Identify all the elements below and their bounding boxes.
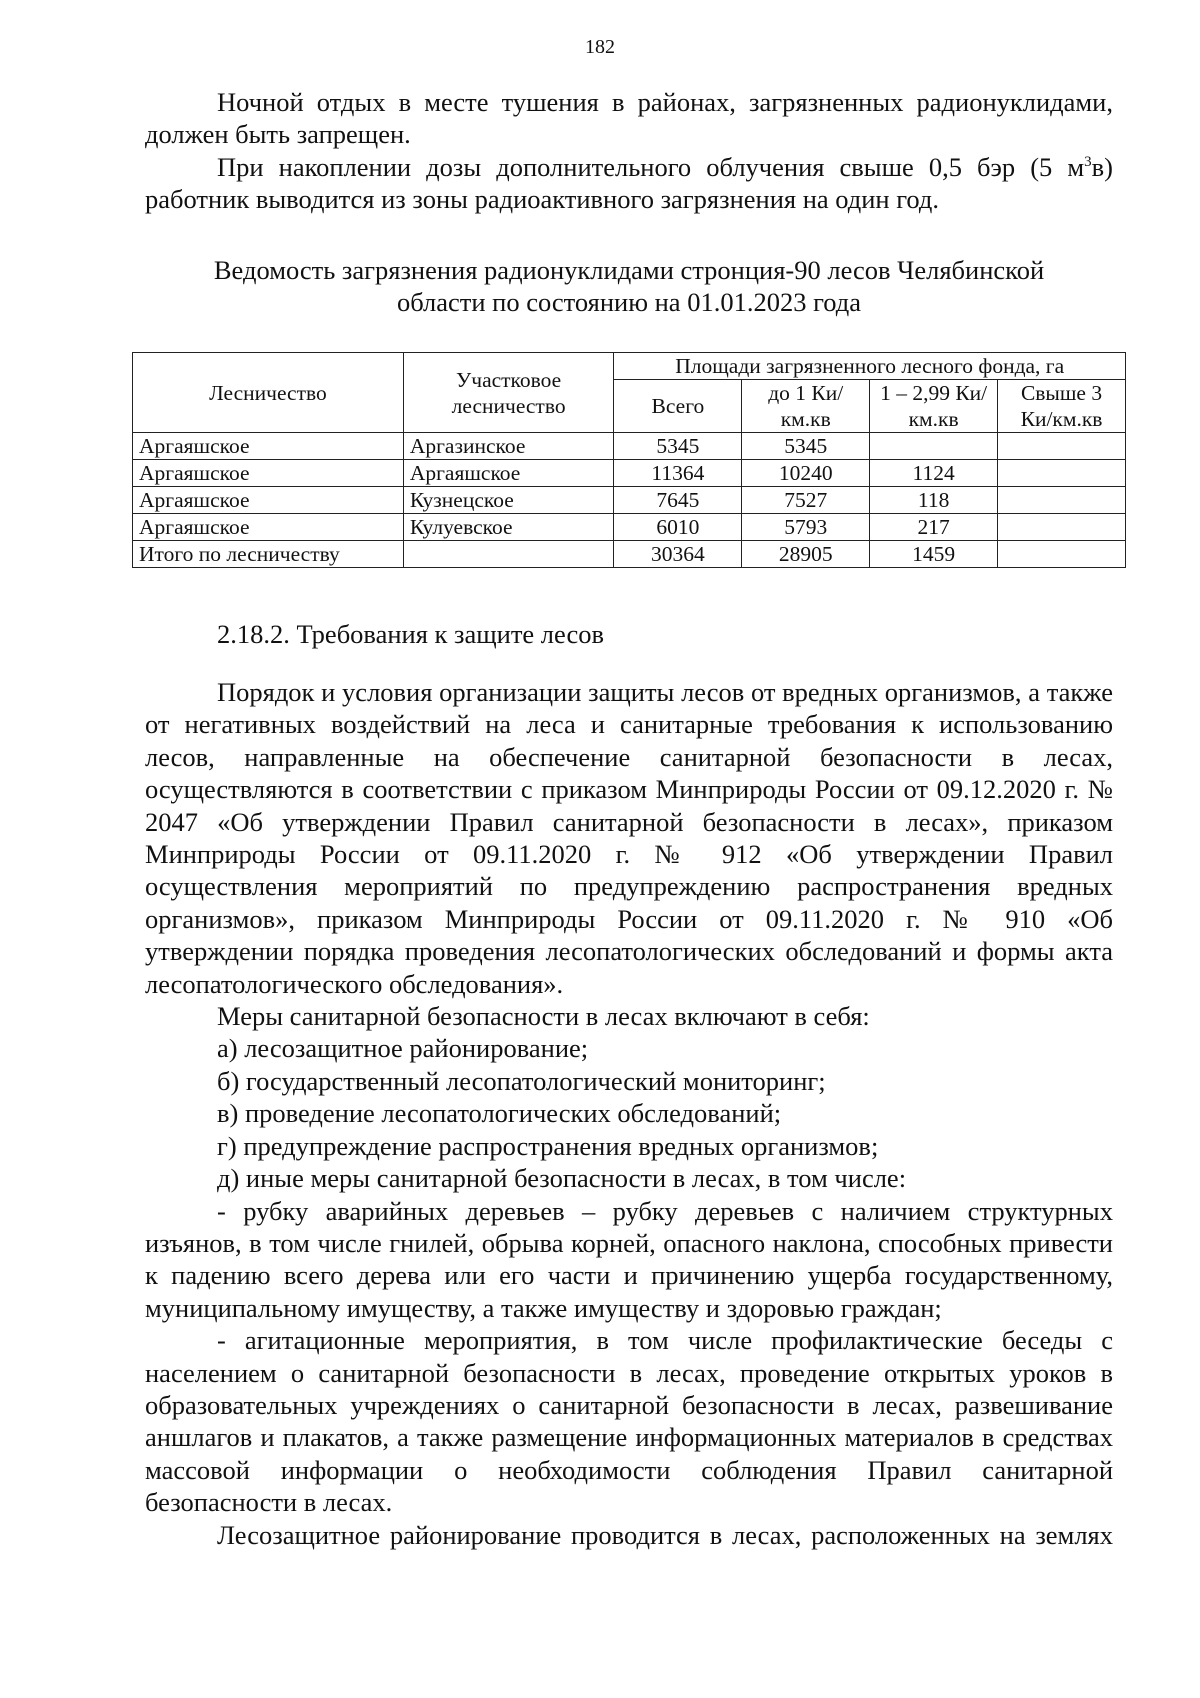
table-cell: 217: [870, 514, 998, 541]
body-paragraph-3: - рубку аварийных деревьев – рубку деревьев с наличием структурных изъянов, в том числе гнилей, обрыва корней, опасного наклона, способных привести к падению всего дерева или его части и причинению ущерба государственному, муниципальному имуществу, а также имуществу и здоровью граждан;: [145, 1195, 1113, 1323]
page-number: 182: [585, 36, 615, 58]
table-cell: 7527: [742, 487, 870, 514]
table-cell: [998, 487, 1126, 514]
table-cell: 1459: [870, 541, 998, 568]
table-cell: 28905: [742, 541, 870, 568]
superscript: 3: [1084, 153, 1092, 170]
section-heading: 2.18.2. Требования к защите лесов: [217, 619, 604, 649]
body-paragraph-5: Лесозащитное районирование проводится в лесах, расположенных на землях: [217, 1519, 1113, 1550]
list-item: б) государственный лесопатологический мониторинг;: [217, 1065, 826, 1096]
table-cell: 1124: [870, 460, 998, 487]
header-upto1: до 1 Ки/км.кв: [742, 380, 870, 433]
table-row: [133, 433, 1126, 460]
body-paragraph-4: - агитационные мероприятия, в том числе профилактические беседы с населением о санитарной безопасности в лесах, проведение открытых уроков в образовательных учреждениях о санитарной безопасности в лесах, развешивание аншлагов и плакатов, а также размещение информационных материалов в средствах массовой информации о необходимости соблюдения Правил санитарной безопасности в лесах.: [145, 1325, 1113, 1518]
body-text: [145, 676, 1113, 1551]
table-cell: 5345: [614, 433, 742, 460]
table-cell: Аргаяшское: [133, 514, 404, 541]
body-paragraph-1: Порядок и условия организации защиты лесов от вредных организмов, а также от негативных воздействий на леса и санитарные требования к использованию лесов, направленные на обеспечение санитарной безопасности в лесах, осуществляются в соответствии с приказом Минприроды России от 09.12.2020 г. № 2047 «Об утверждении Правил санитарной безопасности в лесах», приказом Минприроды России от 09.11.2020 г. № 912 «Об утверждении Правил осуществления мероприятий по предупреждению распространения вредных организмов», приказом Минприроды России от 09.11.2020 г. № 910 «Об утверждении порядка проведения лесопатологических обследований и формы акта лесопатологического обследования».: [145, 677, 1113, 999]
header-1-2.99: 1 – 2,99 Ки/км.кв: [870, 380, 998, 433]
list-item: а) лесозащитное районирование;: [217, 1033, 589, 1064]
table-cell: Итого по лесничеству: [133, 541, 404, 568]
intro-text: [145, 86, 1113, 216]
table-cell: Аргаяшское: [133, 487, 404, 514]
intro-paragraph-1: Ночной отдых в месте тушения в районах, загрязненных радионуклидами, должен быть запрещен.: [145, 87, 1113, 150]
header-total: Всего: [614, 380, 742, 433]
table-cell: Аргаяшское: [403, 460, 614, 487]
header-forestry: Лесничество: [133, 353, 404, 433]
table-title-line-1: Ведомость загрязнения радионуклидами стронция-90 лесов Челябинской: [213, 255, 1045, 285]
table-cell: 6010: [614, 514, 742, 541]
table-cell: 30364: [614, 541, 742, 568]
table-row: [133, 541, 1126, 568]
table-row: [133, 460, 1126, 487]
body-paragraph-2: Меры санитарной безопасности в лесах включают в себя:: [217, 1001, 870, 1032]
table-row: [133, 487, 1126, 514]
table-title-line-2: области по состоянию на 01.01.2023 года: [396, 287, 862, 317]
table-cell: Кузнецское: [403, 487, 614, 514]
table-cell: [998, 433, 1126, 460]
table-row: [133, 514, 1126, 541]
table-cell: Аргаяшское: [133, 460, 404, 487]
table-cell: 11364: [614, 460, 742, 487]
header-area-group: Площади загрязненного лесного фонда, га: [614, 353, 1126, 380]
table-cell: 10240: [742, 460, 870, 487]
list-item: в) проведение лесопатологических обследований;: [217, 1098, 782, 1129]
intro-paragraph-2: При накоплении дозы дополнительного облучения свыше 0,5 бэр (5 $м^3в$) работник выводится из зоны радиоактивного загрязнения на один год.: [145, 151, 1113, 215]
table-cell: 5345: [742, 433, 870, 460]
header-district: Участковое лесничество: [403, 353, 614, 433]
table-cell: [403, 541, 614, 568]
contamination-table: [132, 352, 1126, 568]
table-cell: Аргазинское: [403, 433, 614, 460]
table-cell: 118: [870, 487, 998, 514]
table-title: [145, 254, 1113, 318]
table-cell: [998, 541, 1126, 568]
list-item: д) иные меры санитарной безопасности в лесах, в том числе:: [217, 1163, 907, 1194]
table-cell: [870, 433, 998, 460]
table-cell: 7645: [614, 487, 742, 514]
table-cell: [998, 460, 1126, 487]
table-cell: 5793: [742, 514, 870, 541]
table-cell: [998, 514, 1126, 541]
header-over3: Свыше 3 Ки/км.кв: [998, 380, 1126, 433]
measures-list: [145, 1032, 1113, 1194]
list-item: г) предупреждение распространения вредных организмов;: [217, 1130, 879, 1161]
table-cell: Кулуевское: [403, 514, 614, 541]
table-cell: Аргаяшское: [133, 433, 404, 460]
